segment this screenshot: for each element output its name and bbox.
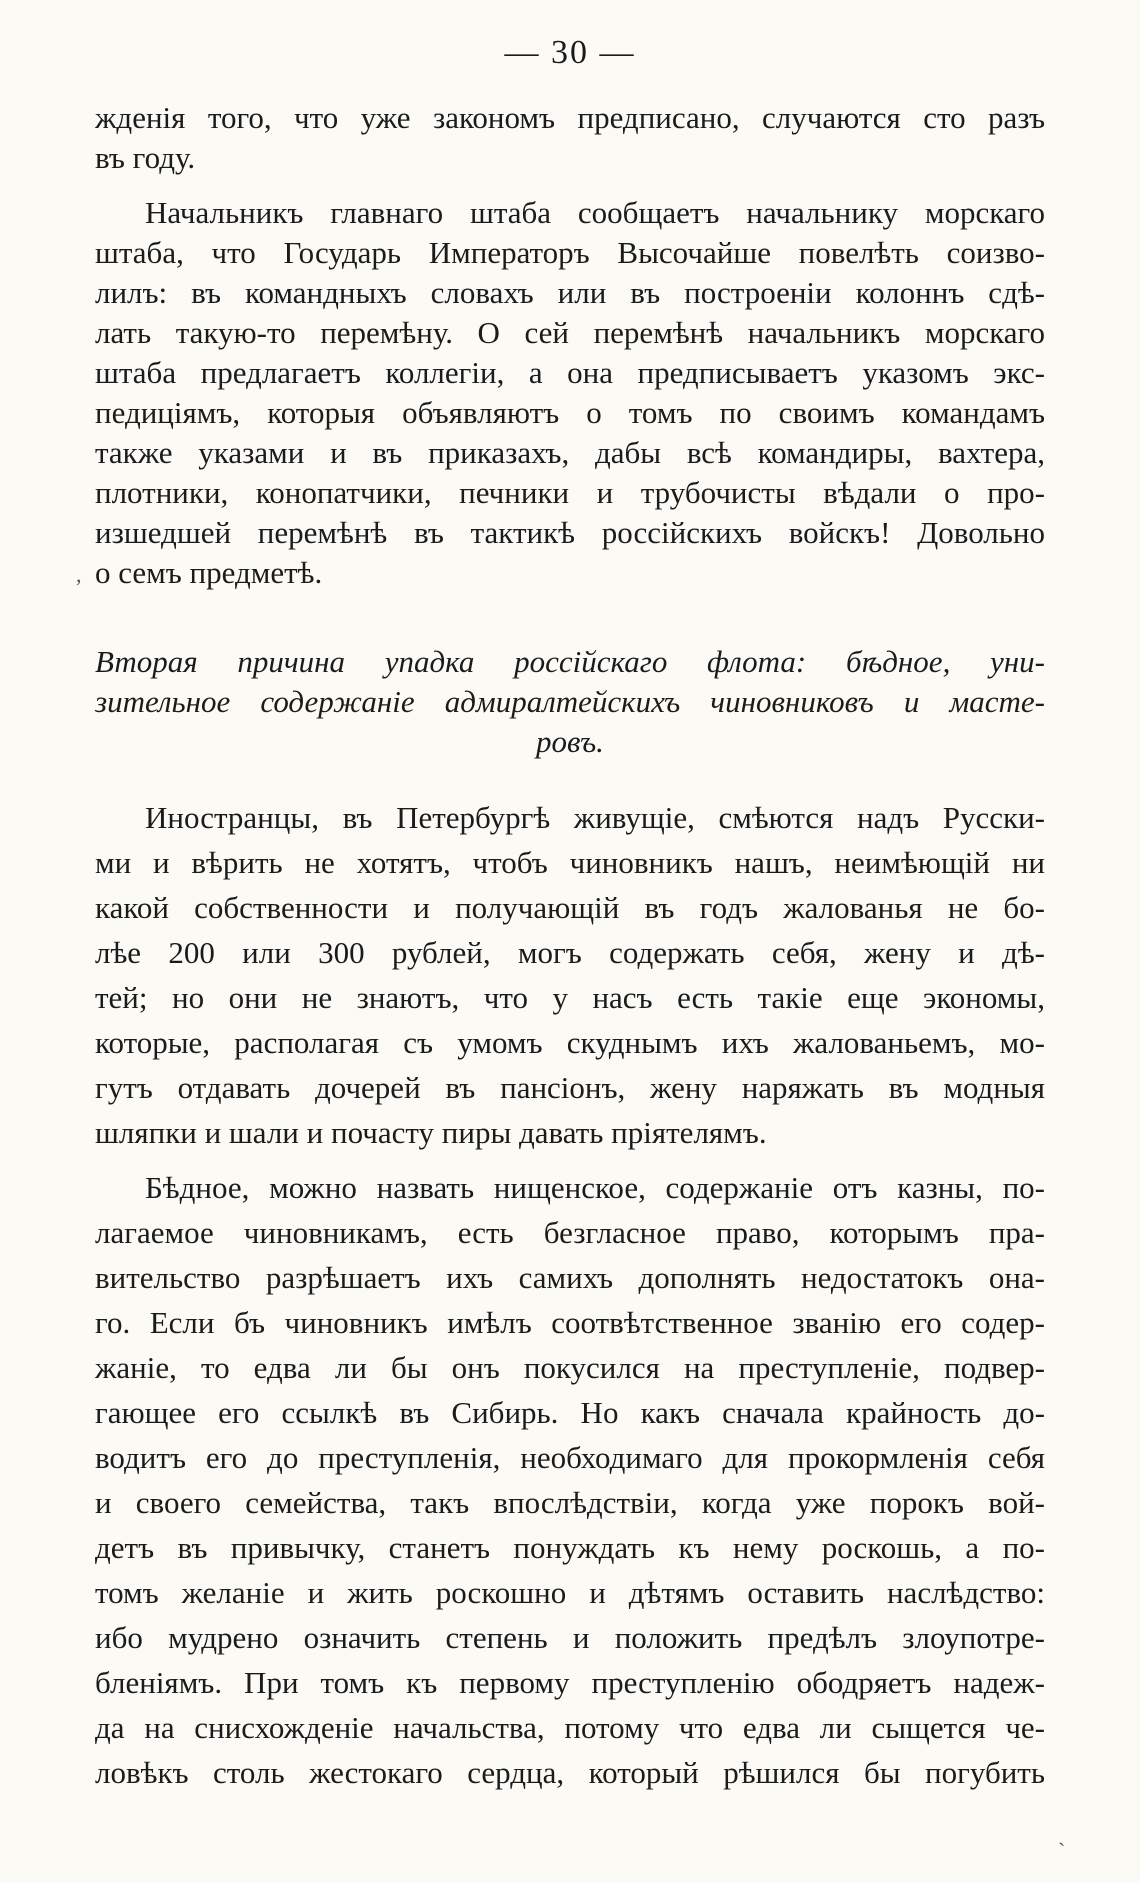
text-line: детъ въ привычку, станетъ понуждать къ нему роскошь, а по- [95, 1530, 1045, 1565]
page-number: — 30 — [504, 34, 636, 71]
text-line: бленіямъ. При томъ къ первому преступленію ободряетъ надеж- [95, 1665, 1045, 1700]
text-line: Иностранцы, въ Петербургѣ живущіе, смѣются надъ Русски- [145, 800, 1045, 835]
text-line: педиціямъ, которыя объявляютъ о томъ по своимъ командамъ [95, 395, 1045, 430]
text-line: водитъ его до преступленія, необходимаго для прокормленія себя [95, 1440, 1045, 1475]
section-heading-line: Вторая причина упадка россійскаго флота: бѣдное, уни- [95, 644, 1045, 679]
text-line: жденія того, что уже закономъ предписано, случаются сто разъ [95, 100, 1045, 135]
text-line: жаніе, то едва ли бы онъ покусился на преступленіе, подвер- [95, 1350, 1045, 1385]
text-line: изшедшей перемѣнѣ въ тактикѣ россійскихъ войскъ! Довольно [95, 515, 1045, 550]
text-line: о семъ предметѣ. [95, 555, 323, 590]
section-heading-line: ровъ. [536, 724, 604, 759]
text-line: гутъ отдавать дочерей въ пансіонъ, жену наряжать въ модныя [95, 1070, 1045, 1105]
text-line: лилъ: въ командныхъ словахъ или въ построеніи колоннъ сдѣ- [95, 275, 1045, 310]
text-line: шляпки и шали и почасту пиры давать пріятелямъ. [95, 1115, 767, 1150]
text-line: лѣе 200 или 300 рублей, могъ содержать себя, жену и дѣ- [95, 935, 1045, 970]
stray-mark: , [76, 562, 82, 587]
text-line: штаба, что Государь Императоръ Высочайше повелѣть соизво- [95, 235, 1045, 270]
text-line: лать такую-то перемѣну. О сей перемѣнѣ начальникъ морскаго [95, 315, 1045, 350]
text-line: тей; но они не знаютъ, что у насъ есть такіе еще экономы, [95, 980, 1045, 1015]
stray-mark: ` [1058, 1838, 1066, 1863]
text-line: и своего семейства, такъ впослѣдствіи, когда уже порокъ вой- [95, 1485, 1045, 1520]
text-line: да на снисхожденіе начальства, потому что едва ли сыщется че- [95, 1710, 1045, 1745]
text-line: ибо мудрено означить степень и положить предѣлъ злоупотре- [95, 1620, 1045, 1655]
text-line: ловѣкъ столь жестокаго сердца, который рѣшился бы погубить [95, 1755, 1045, 1790]
text-line: Бѣдное, можно назвать нищенское, содержаніе отъ казны, по- [145, 1170, 1045, 1205]
text-line: Начальникъ главнаго штаба сообщаетъ начальнику морскаго [145, 195, 1045, 230]
text-line: въ году. [95, 140, 196, 175]
text-line: ми и вѣрить не хотятъ, чтобъ чиновникъ нашъ, неимѣющій ни [95, 845, 1045, 880]
text-line: также указами и въ приказахъ, дабы всѣ командиры, вахтера, [95, 435, 1045, 470]
text-line: которые, располагая съ умомъ скуднымъ ихъ жалованьемъ, мо- [95, 1025, 1045, 1060]
text-line: томъ желаніе и жить роскошно и дѣтямъ оставить наслѣдство: [95, 1575, 1045, 1610]
text-line: гающее его ссылкѣ въ Сибирь. Но какъ сначала крайность до- [95, 1395, 1045, 1430]
text-line: штаба предлагаетъ коллегіи, а она предписываетъ указомъ экс- [95, 355, 1045, 390]
text-line: вительство разрѣшаетъ ихъ самихъ дополнять недостатокъ она- [95, 1260, 1045, 1295]
text-line: лагаемое чиновникамъ, есть безгласное право, которымъ пра- [95, 1215, 1045, 1250]
text-line: го. Если бъ чиновникъ имѣлъ соотвѣтственное званію его содер- [95, 1305, 1045, 1340]
text-line: какой собственности и получающій въ годъ жалованья не бо- [95, 890, 1045, 925]
text-line: плотники, конопатчики, печники и трубочисты вѣдали о про- [95, 475, 1045, 510]
section-heading-line: зительное содержаніе адмиралтейскихъ чиновниковъ и масте- [95, 684, 1045, 719]
